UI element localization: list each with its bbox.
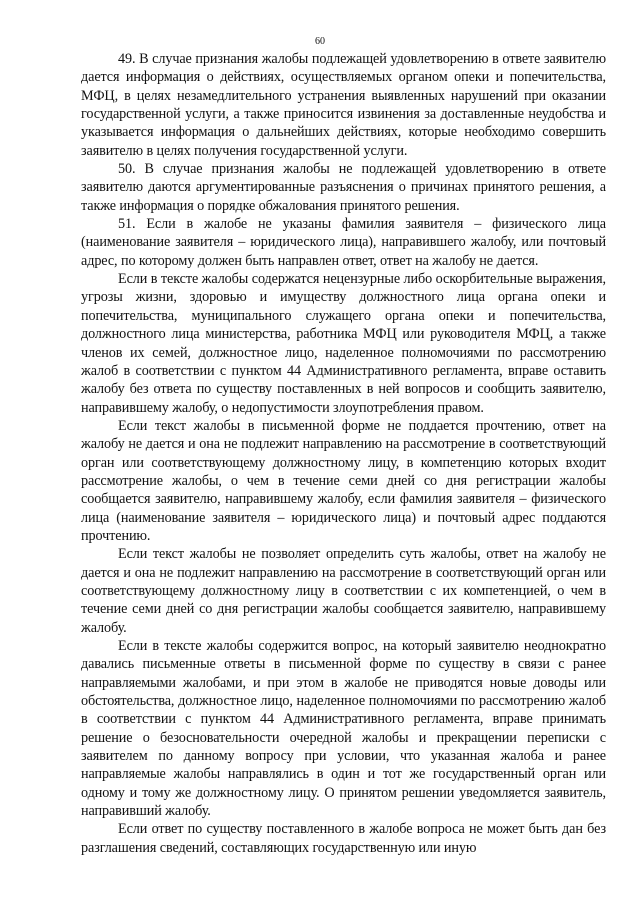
paragraph-repeated-complaint: Если в тексте жалобы содержится вопрос, на который заявителю неоднократно давались письменные ответы в письменной форме по существу в связи с ранее направляемыми жалобами, и при этом в жалобе не приводятся новые доводы или обстоятельства, должностное лицо, наделенное полномочиями по рассмотрению жалоб в соответствии с пунктом 44 Административного регламента, вправе принимать решение о безосновательности очередной жалобы и прекращении переписки с заявителем по данному вопросу при условии, что указанная жалоба и ранее направляемые жалобы направлялись в один и тот же государственный орган или одному и тому же должностному лицу. О принятом решении уведомляется заявитель, направивший жалобу. [81, 638, 606, 820]
page-number: 60 [315, 36, 325, 47]
paragraph-offensive-content: Если в тексте жалобы содержатся нецензурные либо оскорбительные выражения, угрозы жизни, здоровью и имуществу должностного лица органа опеки и попечительства, муниципального служащего органа опеки и попечительства, должностного лица министерства, работника МФЦ или руководителя МФЦ, а также членов их семей, должностное лицо, наделенное полномочиями по рассмотрению жалоб в соответствии с пунктом 44 Административного регламента, вправе оставить жалобу без ответа по существу поставленных в ней вопросов и сообщить заявителю, направившему жалобу, о недопустимости злоупотребления правом. [81, 271, 606, 416]
paragraph-unclear-essence: Если текст жалобы не позволяет определить суть жалобы, ответ на жалобу не дается и она не подлежит направлению на рассмотрение в соответствующий орган или соответствующему должностному лицу в соответствии с их компетенцией, о чем в течение семи дней со дня регистрации жалобы сообщается заявителю, направившему жалобу. [81, 546, 606, 636]
document-body [81, 50, 606, 857]
paragraph-unreadable-text: Если текст жалобы в письменной форме не поддается прочтению, ответ на жалобу не дается и она не подлежит направлению на рассмотрение в соответствующий орган или соответствующему должностному лицу, в компетенцию которых входит рассмотрение жалобы, о чем в течение семи дней со дня регистрации жалобы сообщается заявителю, направившему жалобу, если фамилия заявителя – физического лица (наименование заявителя – юридического лица) и почтовый адрес поддаются прочтению. [81, 417, 606, 544]
paragraph-49: 49. В случае признания жалобы подлежащей удовлетворению в ответе заявителю дается информация о действиях, осуществляемых органом опеки и попечительства, МФЦ, в целях незамедлительного устранения выявленных нарушений при оказании государственной услуги, а также приносится извинения за доставленные неудобства и указывается информация о дальнейших действиях, которые необходимо совершить заявителю в целях получения государственной услуги. [81, 51, 606, 159]
paragraph-secret-information: Если ответ по существу поставленного в жалобе вопроса не может быть дан без разглашения сведений, составляющих государственную или иную [81, 821, 606, 856]
paragraph-51: 51. Если в жалобе не указаны фамилия заявителя – физического лица (наименование заявителя – юридического лица), направившего жалобу, или почтовый адрес, по которому должен быть направлен ответ, ответ на жалобу не дается. [81, 216, 606, 269]
paragraph-50: 50. В случае признания жалобы не подлежащей удовлетворению в ответе заявителю даются аргументированные разъяснения о причинах принятого решения, а также информация о порядке обжалования принятого решения. [81, 161, 606, 214]
